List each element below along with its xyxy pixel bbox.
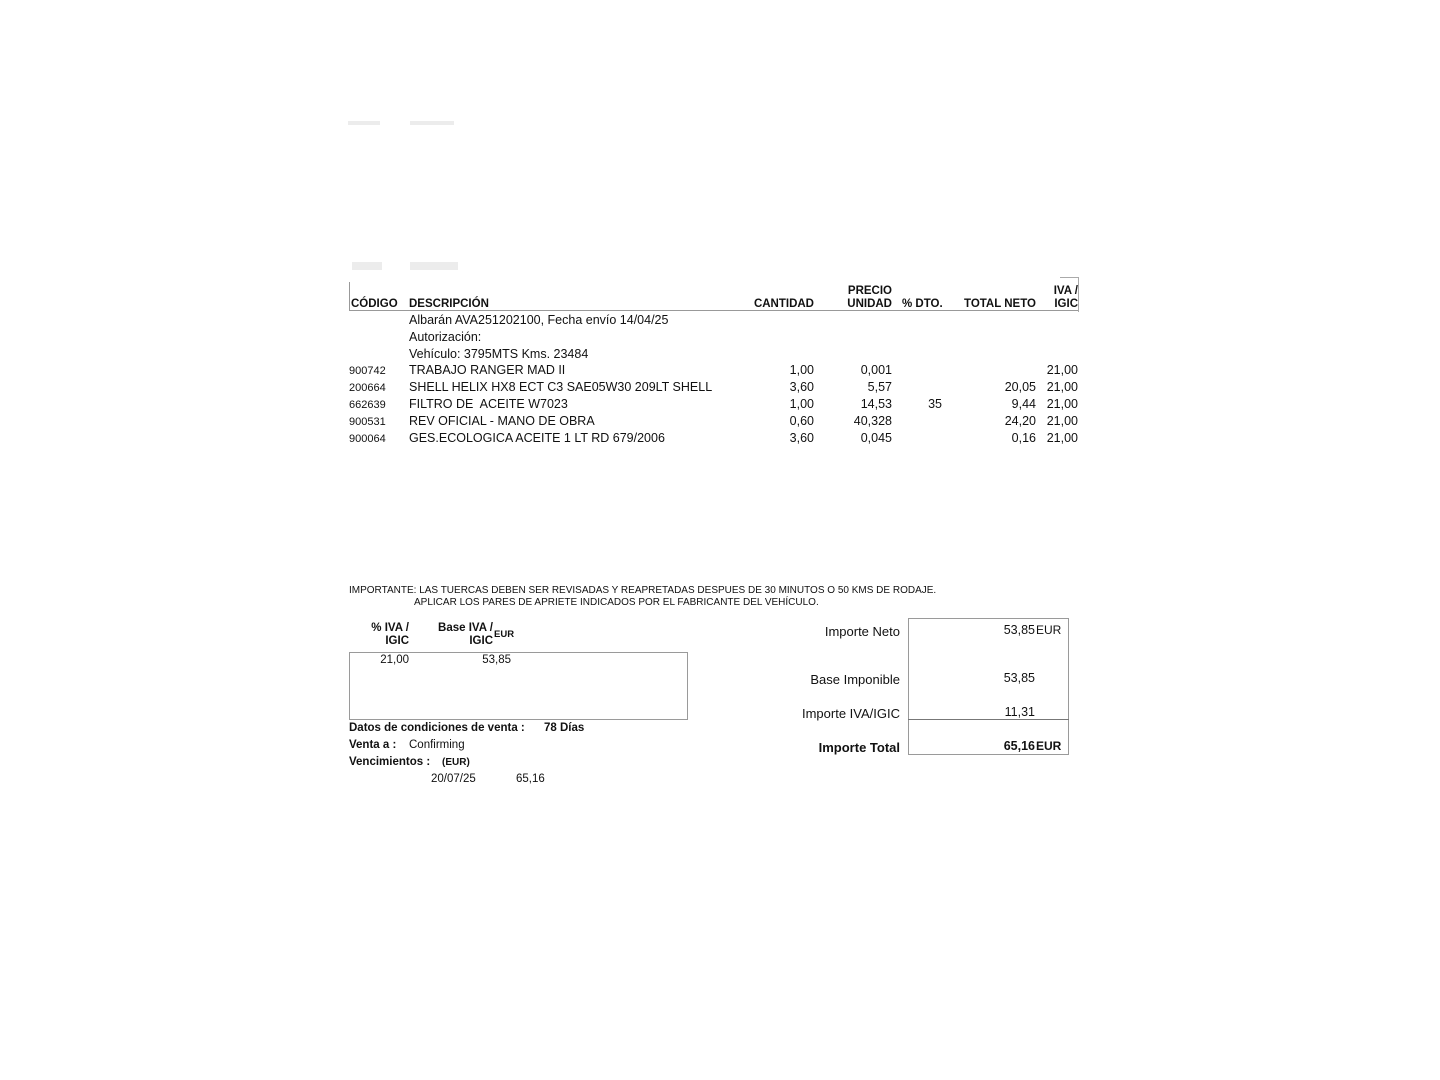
header-codigo: CÓDIGO <box>351 298 398 310</box>
tax-header-currency: EUR <box>494 629 515 640</box>
faint-mark-1 <box>348 121 380 125</box>
conditions-value: 78 Días <box>544 722 585 734</box>
row-precio: 0,001 <box>860 363 892 377</box>
header-left-border <box>349 282 350 311</box>
row-iva: 21,00 <box>1046 431 1078 445</box>
row-descripcion: REV OFICIAL - MANO DE OBRA <box>409 414 595 428</box>
row-iva: 21,00 <box>1046 414 1078 428</box>
faint-mark-2 <box>410 121 454 125</box>
totals-box <box>908 618 1069 755</box>
row-cantidad: 3,60 <box>789 431 814 445</box>
row-codigo: 900064 <box>349 433 386 445</box>
row-cantidad: 1,00 <box>789 397 814 411</box>
row-descripcion: FILTRO DE ACEITE W7023 <box>409 397 568 411</box>
tax-row-base: 53,85 <box>482 654 511 666</box>
note-vehiculo: Vehículo: 3795MTS Kms. 23484 <box>409 347 589 361</box>
row-cantidad: 0,60 <box>789 414 814 428</box>
note-albaran: Albarán AVA251202100, Fecha envío 14/04/25 <box>409 313 669 327</box>
tax-header-iva <box>350 622 409 648</box>
importe-iva-value: 11,31 <box>1004 705 1035 719</box>
row-precio: 5,57 <box>867 380 892 394</box>
totals-divider <box>908 719 1069 720</box>
row-iva: 21,00 <box>1046 363 1078 377</box>
header-precio-line2: UNIDAD <box>847 298 892 310</box>
importe-total-label: Importe Total <box>818 740 900 755</box>
vencimientos-label: Vencimientos : <box>349 756 431 768</box>
row-codigo: 200664 <box>349 382 386 394</box>
faint-mark-4 <box>410 262 458 270</box>
row-iva: 21,00 <box>1046 380 1078 394</box>
base-imponible-value: 53,85 <box>1003 671 1035 685</box>
header-total-neto: TOTAL NETO <box>964 298 1036 310</box>
row-precio: 0,045 <box>860 431 892 445</box>
row-descripcion: GES.ECOLOGICA ACEITE 1 LT RD 679/2006 <box>409 431 665 445</box>
header-dto: % DTO. <box>902 298 943 310</box>
header-precio-line1: PRECIO <box>847 285 892 297</box>
row-descripcion: TRABAJO RANGER MAD II <box>409 363 566 377</box>
tax-header-base <box>420 622 493 648</box>
row-descripcion: SHELL HELIX HX8 ECT C3 SAE05W30 209LT SHELL <box>409 380 713 394</box>
notice-line1: IMPORTANTE: LAS TUERCAS DEBEN SER REVISADAS Y REAPRETADAS DESPUES DE 30 MINUTOS O 50 KMS DE RODAJE. <box>349 585 937 596</box>
tax-header-iva-line2: IGIC <box>385 635 409 647</box>
venta-value: Confirming <box>409 739 465 751</box>
row-precio: 40,328 <box>853 414 892 428</box>
tax-header-iva-line1: % IVA / <box>371 622 409 634</box>
conditions-label: Datos de condiciones de venta : <box>349 722 525 734</box>
faint-mark-3 <box>352 262 382 270</box>
row-dto: 35 <box>928 397 942 411</box>
row-total: 0,16 <box>1011 431 1036 445</box>
base-imponible-label: Base Imponible <box>810 672 900 687</box>
row-cantidad: 1,00 <box>789 363 814 377</box>
header-cantidad: CANTIDAD <box>753 298 814 310</box>
row-codigo: 900742 <box>349 365 386 377</box>
vencimientos-currency: (EUR) <box>442 757 470 768</box>
tax-header-base-line2: IGIC <box>469 635 493 647</box>
header-iva-line2: IGIC <box>1054 298 1078 310</box>
importe-neto-value: 53,85 <box>1003 623 1035 637</box>
header-precio <box>820 285 892 311</box>
venta-label: Venta a : <box>349 739 397 751</box>
row-total: 9,44 <box>1011 397 1036 411</box>
importe-neto-currency: EUR <box>1036 623 1062 637</box>
row-total: 20,05 <box>1004 380 1036 394</box>
notice-line2: APLICAR LOS PARES DE APRIETE INDICADOS POR EL FABRICANTE DEL VEHÍCULO. <box>414 597 819 608</box>
importe-neto-label: Importe Neto <box>824 624 900 639</box>
note-autorizacion: Autorización: <box>409 330 482 344</box>
row-codigo: 662639 <box>349 399 386 411</box>
due-amount: 65,16 <box>516 773 545 785</box>
header-descripcion: DESCRIPCIÓN <box>409 298 489 310</box>
header-iva-line1: IVA / <box>1053 285 1078 297</box>
row-precio: 14,53 <box>860 397 892 411</box>
row-codigo: 900531 <box>349 416 386 428</box>
row-iva: 21,00 <box>1046 397 1078 411</box>
due-date: 20/07/25 <box>431 773 476 785</box>
importe-total-value: 65,16 <box>1003 739 1035 753</box>
importe-iva-label: Importe IVA/IGIC <box>801 706 900 721</box>
row-cantidad: 3,60 <box>789 380 814 394</box>
tax-row-iva: 21,00 <box>380 654 409 666</box>
row-total: 24,20 <box>1004 414 1036 428</box>
header-iva <box>1030 285 1078 311</box>
importe-total-currency: EUR <box>1036 739 1062 753</box>
tax-header-base-line1: Base IVA / <box>438 622 493 634</box>
